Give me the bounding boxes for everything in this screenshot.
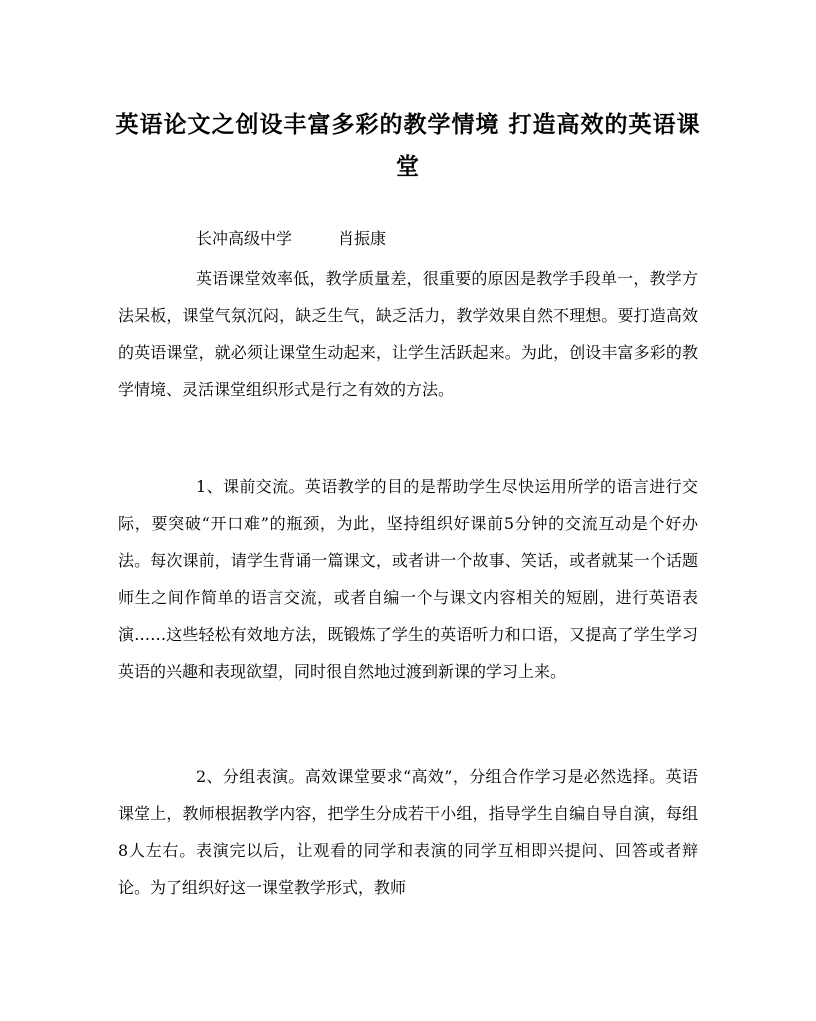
paragraph-group-performance: 2、分组表演。高效课堂要求“高效”，分组合作学习是必然选择。英语课堂上，教师根据教学内容，把学生分成若干小组，指导学生自编自导自演，每组8人左右。表演完以后，让观看的同学和表演的同学互相即兴提问、回答或者辩论。为了组织好这一课堂教学形式，教师 <box>118 767 698 897</box>
paragraph-intro: 英语课堂效率低，教学质量差，很重要的原因是教学手段单一，教学方法呆板，课堂气氛沉闷，缺乏生气，缺乏活力，教学效果自然不理想。要打造高效的英语课堂，就必须让课堂生动起来，让学生活跃起来。为此，创设丰富多彩的教学情境、灵活课堂组织形式是行之有效的方法。 <box>118 269 698 399</box>
document-title: 英语论文之创设丰富多彩的教学情境 打造高效的英语课堂 <box>115 111 701 180</box>
paragraph-pre-class-exchange: 1、课前交流。英语教学的目的是帮助学生尽快运用所学的语言进行交际，要突破“开口难”的瓶颈，为此，坚持组织好课前5分钟的交流互动是个好办法。每次课前，请学生背诵一篇课文，或者讲一个故事、笑话，或者就某一个话题师生之间作简单的语言交流，或者自编一个与课文内容相关的短剧，进行英语表演……这些轻松有效地方法，既锻炼了学生的英语听力和口语，又提高了学生学习英语的兴趣和表现欲望，同时很自然地过渡到新课的学习上来。 <box>118 477 698 681</box>
school-name: 长冲高级中学 <box>196 229 293 248</box>
byline <box>196 227 386 251</box>
author-name: 肖振康 <box>338 229 387 248</box>
